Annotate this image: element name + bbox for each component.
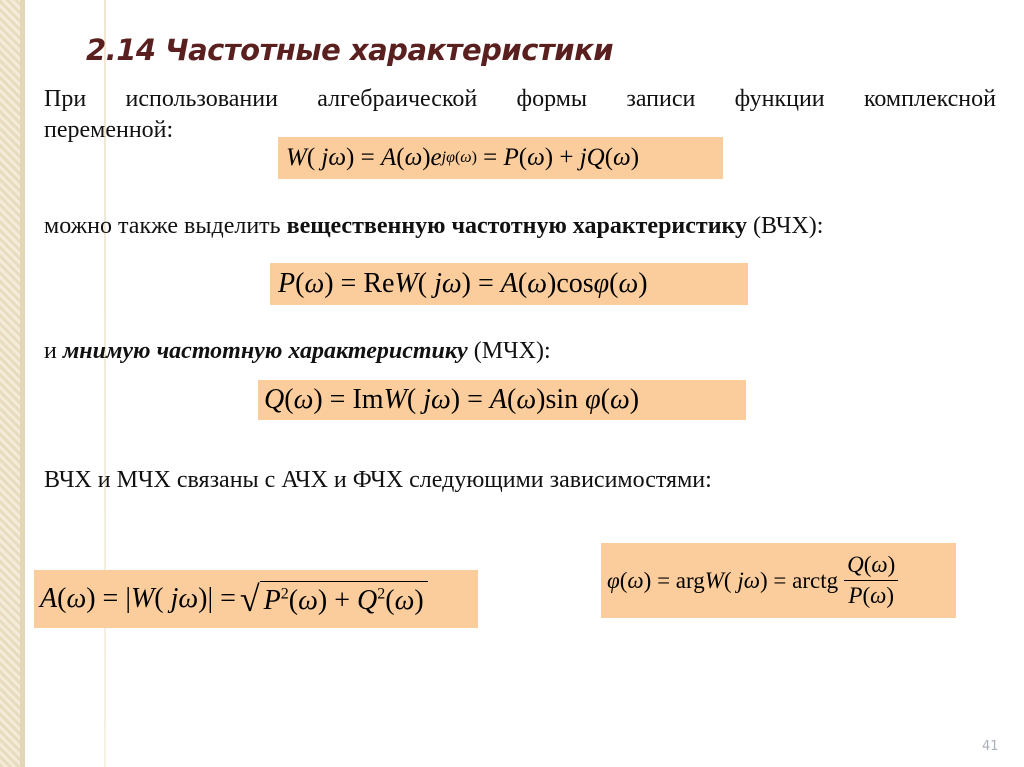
formula-phase: φ ( ω ) = arg W ( jω ) = arctg $\frac{Q(\omega)}{P(\omega)}$	[601, 543, 956, 618]
term-real-freq-char: вещественную частотную характеристику	[286, 213, 748, 239]
paragraph-intro-line2: переменной:	[44, 117, 174, 143]
paragraph-real-prefix: можно также выделить	[44, 213, 287, 239]
formula-real-part: P ( ω ) = Re W ( jω ) = A ( ω )cos φ ( ω )	[270, 263, 748, 305]
sqrt-expression: √ $P^2(\omega) + Q^2(\omega)$	[240, 581, 428, 617]
paragraph-imag-suffix: (МЧХ):	[467, 338, 551, 364]
term-imag-freq-char: мнимую частотную характеристику	[62, 338, 468, 364]
paragraph-relations: ВЧХ и МЧХ связаны с АЧХ и ФЧХ следующими зависимостями:	[44, 467, 712, 493]
formula-complex-form: W ( jω ) = A ( ω ) e jφ(ω) = P ( ω ) + jQ ( ω )	[278, 137, 723, 179]
formula-amplitude: A ( ω ) = | W ( jω )| = √ $P^2(\omega) + Q^2(\omega)$	[34, 570, 478, 628]
fraction-numerator: Q(ω)	[844, 552, 898, 581]
paragraph-imag-prefix: и	[44, 338, 63, 364]
paragraph-real-freq-char	[44, 212, 823, 241]
formula-imag-part: Q ( ω ) = Im W ( jω ) = A ( ω )sin φ ( ω )	[258, 380, 746, 420]
decorative-side-strip	[0, 0, 20, 767]
paragraph-intro-line1: При использовании алгебраической формы записи функции комплексной	[44, 86, 996, 112]
paragraph-imag-freq-char	[44, 337, 551, 366]
slide-title: 2.14 Частотные характеристики	[86, 33, 614, 67]
fraction-denominator: P(ω)	[848, 583, 895, 608]
paragraph-real-suffix: (ВЧХ):	[747, 213, 824, 239]
page-number: 41	[982, 739, 999, 754]
fraction-q-over-p	[844, 552, 898, 609]
decorative-side-border	[20, 0, 25, 767]
